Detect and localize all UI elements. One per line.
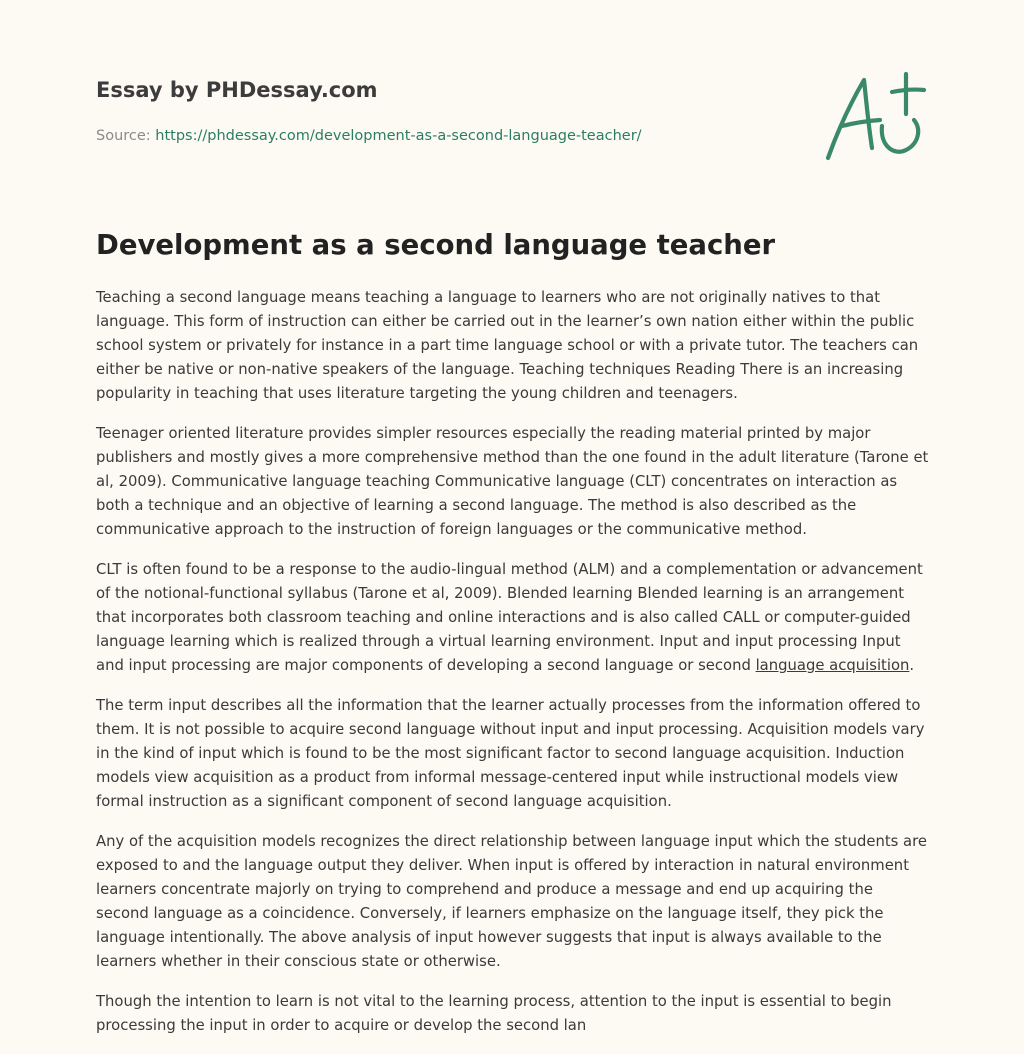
paragraph <box>96 558 930 678</box>
paragraph: The term input describes all the information that the learner actually processes from the information offered to them. It is not possible to acquire second language without input and input processing. Acquisition models vary in the kind of input which is found to be the most significant factor to second language acquisition. Induction models view acquisition as a product from informal message-centered input while instructional models view formal instruction as a significant component of second language acquisition. <box>96 697 925 810</box>
header <box>96 76 796 146</box>
paragraph-end: . <box>909 657 915 674</box>
source-link[interactable]: https://phdessay.com/development-as-a-second-language-teacher/ <box>155 128 642 144</box>
site-brand: Essay by PHDessay.com <box>96 78 378 102</box>
language-acquisition-link[interactable]: language acquisition <box>755 657 910 674</box>
source-line <box>96 126 796 146</box>
paragraph: Any of the acquisition models recognizes the direct relationship between language input which the students are exposed to and the language output they deliver. When input is offered by interaction in natural environment learners concentrate majorly on trying to comprehend and produce a message and end up acquiring the second language as a coincidence. Conversely, if learners emphasize on the language itself, they pick the language intentionally. The above analysis of input however suggests that input is always available to the learners whether in their conscious state or otherwise. <box>96 833 927 970</box>
a-plus-logo-icon <box>822 68 932 168</box>
essay-title: Development as a second language teacher <box>96 229 776 261</box>
essay-content <box>96 226 930 1054</box>
paragraph: Though the intention to learn is not vital to the learning process, attention to the input is essential to begin processing the input in order to acquire or develop the second lan <box>96 993 892 1034</box>
paragraph-text: CLT is often found to be a response to the audio-lingual method (ALM) and a complementation or advancement of the notional-functional syllabus (Tarone et al, 2009). Blended learning Blended learning is an arrangement that incorporates both classroom teaching and online interactions and is also called CALL or computer-guided language learning which is realized through a virtual learning environment. Input and input processing Input and input processing are major components of developing a second language or second <box>96 561 923 674</box>
source-label: Source: <box>96 128 151 144</box>
paragraph: Teenager oriented literature provides simpler resources especially the reading material printed by major publishers and mostly gives a more comprehensive method than the one found in the adult literature (Tarone et al, 2009). Communicative language teaching Communicative language (CLT) concentrates on interaction as both a technique and an objective of learning a second language. The method is also described as the communicative approach to the instruction of foreign languages or the communicative method. <box>96 425 929 538</box>
paragraph: Teaching a second language means teaching a language to learners who are not originally natives to that language. This form of instruction can either be carried out in the learner’s own nation either within the public school system or privately for instance in a part time language school or with a private tutor. The teachers can either be native or non-native speakers of the language. Teaching techniques Reading There is an increasing popularity in teaching that uses literature targeting the young children and teenagers. <box>96 289 919 402</box>
